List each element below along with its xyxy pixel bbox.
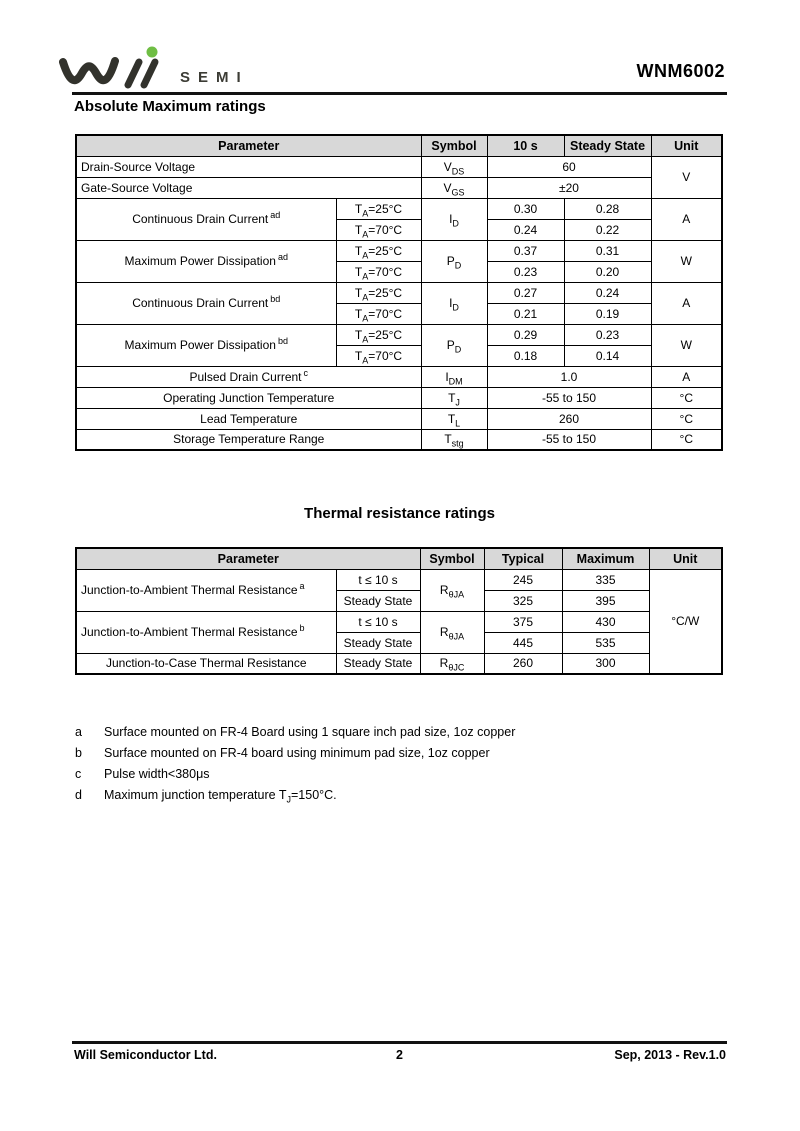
param-cell: Storage Temperature Range — [76, 429, 421, 450]
footnote-d — [75, 784, 515, 805]
value-cell: 0.24 — [487, 219, 564, 240]
condition-cell: t ≤ 10 s — [336, 569, 420, 590]
value-cell: 0.37 — [487, 240, 564, 261]
footer-company: Will Semiconductor Ltd. — [74, 1048, 217, 1062]
table-row — [76, 366, 722, 387]
condition-cell: $T_A=25^\circ C$ — [336, 198, 421, 219]
param-cell: Junction-to-Ambient Thermal Resistance $^b$ — [76, 611, 336, 653]
footnote-c — [75, 763, 515, 784]
unit-cell: °C — [651, 387, 722, 408]
unit-cell: °C — [651, 408, 722, 429]
footer-page-number: 2 — [396, 1048, 403, 1062]
param-cell: Junction-to-Ambient Thermal Resistance $^a$ — [76, 569, 336, 611]
value-cell: 375 — [484, 611, 562, 632]
condition-cell: Steady State — [336, 653, 420, 674]
value-cell: ±20 — [487, 177, 651, 198]
table-row — [76, 611, 722, 632]
footnote-text: Pulse width<380μs — [104, 766, 210, 781]
part-number: WNM6002 — [636, 61, 725, 81]
symbol-cell: $T_J$ — [421, 387, 487, 408]
value-cell: 0.31 — [564, 240, 651, 261]
condition-cell: $T_A=70^\circ C$ — [336, 303, 421, 324]
footnote-text: Maximum junction temperature $T_J=150^\circ C$. — [104, 787, 337, 804]
table-row — [76, 177, 722, 198]
table-row — [76, 408, 722, 429]
table-row — [76, 156, 722, 177]
value-cell: 0.27 — [487, 282, 564, 303]
unit-cell: °C — [651, 429, 722, 450]
value-cell: 535 — [562, 632, 649, 653]
footnote-key: a — [75, 724, 82, 739]
symbol-cell: $T_L$ — [421, 408, 487, 429]
col-header-unit: Unit — [651, 135, 722, 156]
unit-cell: A — [651, 198, 722, 240]
unit-cell: W — [651, 240, 722, 282]
symbol-cell: $P_D$ — [421, 240, 487, 282]
table-header-row — [76, 135, 722, 156]
unit-cell: A — [651, 366, 722, 387]
symbol-cell: $V_{DS}$ — [421, 156, 487, 177]
symbol-cell: $I_{DM}$ — [421, 366, 487, 387]
param-cell: Pulsed Drain Current $^c$ — [76, 366, 421, 387]
condition-cell: $T_A=25^\circ C$ — [336, 282, 421, 303]
footnotes — [75, 721, 515, 805]
condition-cell: t ≤ 10 s — [336, 611, 420, 632]
footnote-b — [75, 742, 515, 763]
param-cell: Continuous Drain Current $^{bd}$ — [76, 282, 336, 324]
value-cell: 0.22 — [564, 219, 651, 240]
col-header-typical: Typical — [484, 548, 562, 569]
col-header-maximum: Maximum — [562, 548, 649, 569]
value-cell: 0.24 — [564, 282, 651, 303]
header-divider — [72, 92, 727, 95]
symbol-cell: $R_{\theta JA}$ — [420, 569, 484, 611]
value-cell: -55 to 150 — [487, 387, 651, 408]
footnote-key: b — [75, 745, 82, 760]
condition-cell: Steady State — [336, 590, 420, 611]
symbol-cell: $I_D$ — [421, 198, 487, 240]
will-logo-icon — [58, 46, 170, 90]
value-cell: 1.0 — [487, 366, 651, 387]
col-header-symbol: Symbol — [421, 135, 487, 156]
param-cell: Junction-to-Case Thermal Resistance — [76, 653, 336, 674]
footnote-key: c — [75, 766, 82, 781]
condition-cell: $T_A=25^\circ C$ — [336, 324, 421, 345]
unit-cell: W — [651, 324, 722, 366]
symbol-cell: $R_{\theta JC}$ — [420, 653, 484, 674]
section-title-thermal-resistance-ratings: Thermal resistance ratings — [304, 505, 495, 522]
col-header-10s: 10 s — [487, 135, 564, 156]
value-cell: 0.23 — [564, 324, 651, 345]
value-cell: 0.14 — [564, 345, 651, 366]
value-cell: 0.18 — [487, 345, 564, 366]
param-cell: Continuous Drain Current $^{ad}$ — [76, 198, 336, 240]
condition-cell: $T_A=70^\circ C$ — [336, 261, 421, 282]
col-header-steady-state: Steady State — [564, 135, 651, 156]
param-cell: Operating Junction Temperature — [76, 387, 421, 408]
table-row — [76, 653, 722, 674]
value-cell: 0.28 — [564, 198, 651, 219]
condition-cell: $T_A=70^\circ C$ — [336, 345, 421, 366]
param-cell: Maximum Power Dissipation $^{bd}$ — [76, 324, 336, 366]
footnote-key: d — [75, 787, 82, 802]
value-cell: 245 — [484, 569, 562, 590]
table-row — [76, 429, 722, 450]
footnote-text: Surface mounted on FR-4 board using minimum pad size, 1oz copper — [104, 745, 490, 760]
param-cell: Maximum Power Dissipation $^{ad}$ — [76, 240, 336, 282]
footer-divider — [72, 1041, 727, 1044]
value-cell: 260 — [487, 408, 651, 429]
condition-cell: $T_A=25^\circ C$ — [336, 240, 421, 261]
value-cell: 395 — [562, 590, 649, 611]
symbol-cell: $R_{\theta JA}$ — [420, 611, 484, 653]
absolute-maximum-ratings-table — [75, 134, 723, 451]
table-header-row — [76, 548, 722, 569]
table-row — [76, 240, 722, 261]
condition-cell: Steady State — [336, 632, 420, 653]
param-cell: Lead Temperature — [76, 408, 421, 429]
value-cell: 300 — [562, 653, 649, 674]
value-cell: 0.20 — [564, 261, 651, 282]
value-cell: 260 — [484, 653, 562, 674]
section-title-absolute-maximum-ratings: Absolute Maximum ratings — [74, 98, 266, 115]
logo-semi-text: SEMI — [180, 69, 249, 86]
table-row — [76, 569, 722, 590]
unit-cell: V — [651, 156, 722, 198]
footnote-text: Surface mounted on FR-4 Board using 1 square inch pad size, 1oz copper — [104, 724, 516, 739]
table-row — [76, 324, 722, 345]
value-cell: 325 — [484, 590, 562, 611]
symbol-cell: $T_{stg}$ — [421, 429, 487, 450]
symbol-cell: $I_D$ — [421, 282, 487, 324]
param-cell: Drain-Source Voltage — [76, 156, 421, 177]
value-cell: 445 — [484, 632, 562, 653]
condition-cell: $T_A=70^\circ C$ — [336, 219, 421, 240]
col-header-symbol: Symbol — [420, 548, 484, 569]
table-row — [76, 282, 722, 303]
value-cell: 335 — [562, 569, 649, 590]
value-cell: 0.19 — [564, 303, 651, 324]
value-cell: -55 to 150 — [487, 429, 651, 450]
param-cell: Gate-Source Voltage — [76, 177, 421, 198]
thermal-resistance-ratings-table — [75, 547, 723, 675]
company-logo — [58, 46, 249, 90]
symbol-cell: $P_D$ — [421, 324, 487, 366]
value-cell: 430 — [562, 611, 649, 632]
footer-revision: Sep, 2013 - Rev.1.0 — [614, 1048, 726, 1062]
unit-cell: °C/W — [649, 569, 722, 674]
value-cell: 0.30 — [487, 198, 564, 219]
unit-cell: A — [651, 282, 722, 324]
logo-green-dot-icon — [147, 47, 158, 58]
value-cell: 0.21 — [487, 303, 564, 324]
value-cell: 0.29 — [487, 324, 564, 345]
footnote-a — [75, 721, 515, 742]
symbol-cell: $V_{GS}$ — [421, 177, 487, 198]
col-header-unit: Unit — [649, 548, 722, 569]
value-cell: 0.23 — [487, 261, 564, 282]
table-row — [76, 198, 722, 219]
col-header-parameter: Parameter — [76, 135, 421, 156]
value-cell: 60 — [487, 156, 651, 177]
table-row — [76, 387, 722, 408]
col-header-parameter: Parameter — [76, 548, 420, 569]
